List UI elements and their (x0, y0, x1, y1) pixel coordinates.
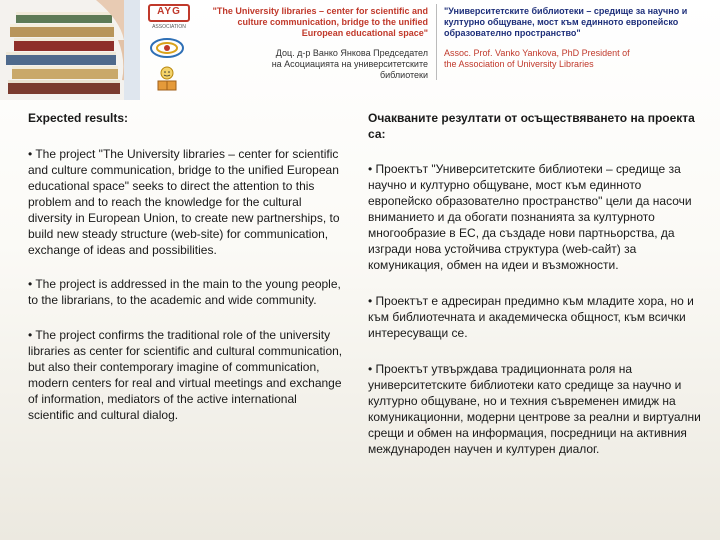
header-banner (0, 0, 720, 92)
president-credit-english: Assoc. Prof. Vanko Yankova, PhD President of the Association of University Libraries (444, 48, 630, 69)
result-paragraph: • Проектът е адресиран предимно към младите хора, но и към библиотечната и академическа общност, към всички интересуващи се. (368, 294, 694, 340)
result-paragraph: • Проектът утвърждава традиционната роля на университетските библиотеки като средище за научно и културно общуване, но и техния съвременен имидж на комуникационни, модерни центрове за реални и виртуални срещи и обмен на информация, посредници на активния международен научен и културен диалог. (368, 362, 701, 456)
result-paragraph: • The project confirms the traditional role of the university libraries as center for scientific and cultural communication, but also their contemporary imagine of communication, modern centers for real and virtual meetings and exchange of information, mediators of the active international scientific and cultural dialog. (28, 328, 343, 422)
result-paragraph: • The project is addressed in the main to the young people, to the librarians, to the academic and wide community. (28, 277, 341, 307)
president-credit-bulgarian: Доц. д-р Ванко Янкова Председател на Асоциацията на университетските библиотеки (271, 48, 428, 80)
ayg-logo-text: AYG (157, 6, 181, 17)
swirl-logo (148, 36, 186, 60)
ayg-logo (148, 4, 190, 34)
ayg-logo-subtext: ASSOCIATION (152, 24, 186, 30)
child-reading-logo (150, 64, 184, 92)
section-heading-english: Expected results: (28, 111, 129, 125)
result-paragraph: • The project "The University libraries – center for scientific and culture communication, bridge to the unified European educational space" seeks to direct the attention to this problem and to reach the knowledge for the cultural diversity in European Union, to create new partnerships, to build new steady structure (web-site) for communication, exchange of ideas and possibilities. (28, 147, 340, 257)
project-title-bulgarian: "Университетските библиотеки – средище за научно и културно общуване, мост към единното европейско образователно пространство" (444, 6, 688, 38)
project-title-english: "The University libraries – center for scientific and culture communication, bridge to the unified European educational space" (212, 6, 428, 38)
stack-of-books-image (0, 0, 140, 100)
result-paragraph: • Проектът "Университетските библиотеки – средище за научно и културно общуване, мост към единното европейско образователно пространство" цели да насочи вниманието и да обогати познанията за културното многообразие в ЕС, да създаде нови партньорства, да изгради нова устойчива структура (web-сайт) за комуникация, обмен на идеи и възможности. (368, 162, 692, 272)
expected-results-bulgarian (368, 110, 702, 457)
header-divider (436, 4, 437, 80)
section-heading-bulgarian: Очакваните резултати от осъществяването на проекта са: (368, 111, 695, 141)
expected-results-english (28, 110, 346, 423)
